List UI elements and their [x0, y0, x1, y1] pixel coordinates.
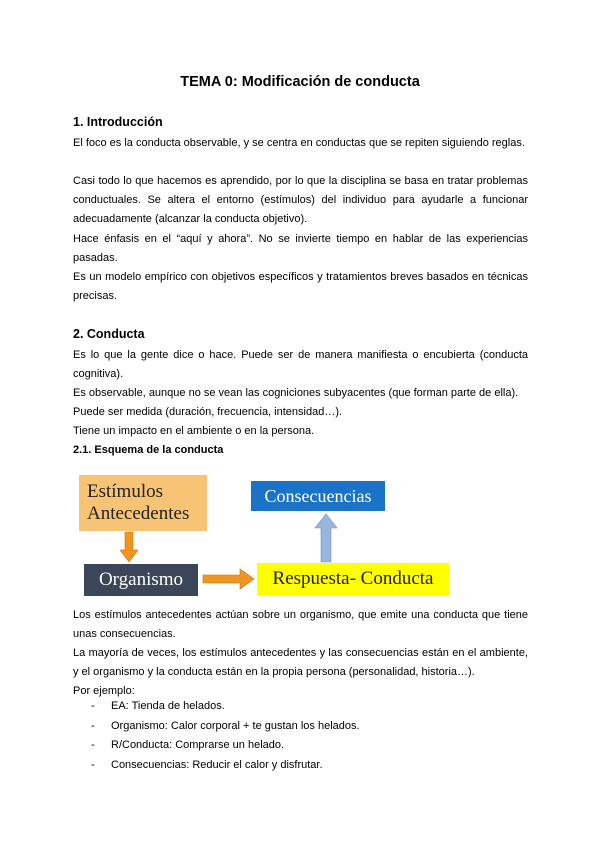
- example-intro: Por ejemplo:: [73, 685, 135, 697]
- arrow-estimulos-to-organismo: [120, 532, 138, 562]
- bullet-dash: -: [91, 739, 95, 751]
- bullet-dash: -: [91, 758, 95, 771]
- explanation-paragraph-2: La mayoría de veces, los estímulos antecedentes y las consecuencias están en el ambiente, y el organismo y la conducta están en la propia persona (personalidad, historia…).: [73, 647, 528, 678]
- box-estimulos-antecedentes: [79, 475, 207, 531]
- list-item: [91, 717, 360, 737]
- conducta-paragraph-3: Puede ser medida (duración, frecuencia, intensidad…).: [73, 406, 343, 418]
- explanation-paragraph-1: Los estímulos antecedentes actúan sobre un organismo, que emite una conducta que tiene unas consecuencias.: [73, 609, 528, 640]
- intro-paragraph-2: Casi todo lo que hacemos es aprendido, por lo que la disciplina se basa en tratar problemas conductuales. Se altera el entorno (estímulos) del individuo para ayudarle a funcionar adecuadamente (alcanzar la conducta objetivo).: [73, 175, 528, 225]
- box-respuesta-conducta: Respuesta- Conducta: [257, 563, 449, 595]
- section-heading-introduccion: 1. Introducción: [73, 115, 163, 129]
- box-organismo: Organismo: [84, 564, 198, 596]
- list-item-text: EA: Tienda de helados.: [111, 700, 225, 712]
- list-item: [91, 736, 360, 756]
- list-item-text: Organismo: Calor corporal + te gustan los helados.: [111, 719, 360, 732]
- behavior-diagram: [0, 470, 600, 600]
- list-item: [91, 697, 360, 717]
- section-heading-conducta: 2. Conducta: [73, 327, 145, 341]
- box-consecuencias: Consecuencias: [251, 481, 385, 511]
- intro-paragraph-3: Hace énfasis en el “aquí y ahora”. No se invierte tiempo en hablar de las experiencias pasadas.: [73, 233, 528, 264]
- conducta-paragraph-1: Es lo que la gente dice o hace. Puede ser de manera manifiesta o encubierta (conducta cognitiva).: [73, 349, 528, 380]
- estimulos-label-line2: Antecedentes: [87, 503, 190, 524]
- conducta-paragraph-4: Tiene un impacto en el ambiente o en la persona.: [73, 425, 315, 437]
- arrow-organismo-to-respuesta: [203, 569, 254, 589]
- intro-paragraph-4: Es un modelo empírico con objetivos específicos y tratamientos breves basados en técnicas precisas.: [73, 271, 528, 302]
- example-list: [91, 697, 360, 775]
- estimulos-label-line1: Estímulos: [87, 481, 164, 502]
- conducta-paragraph-2: Es observable, aunque no se vean las cogniciones subyacentes (que forman parte de ella).: [73, 387, 519, 399]
- list-item-text: R/Conducta: Comprarse un helado.: [111, 739, 285, 751]
- bullet-dash: -: [91, 700, 95, 712]
- bullet-dash: -: [91, 719, 95, 732]
- intro-paragraph-1: El foco es la conducta observable, y se centra en conductas que se repiten siguiendo reglas.: [73, 137, 525, 149]
- list-item: [91, 756, 360, 776]
- document-title: TEMA 0: Modificación de conducta: [180, 74, 420, 90]
- arrow-respuesta-to-consecuencias: [315, 514, 337, 562]
- subsection-heading-esquema: 2.1. Esquema de la conducta: [73, 444, 224, 456]
- list-item-text: Consecuencias: Reducir el calor y disfrutar.: [111, 758, 323, 771]
